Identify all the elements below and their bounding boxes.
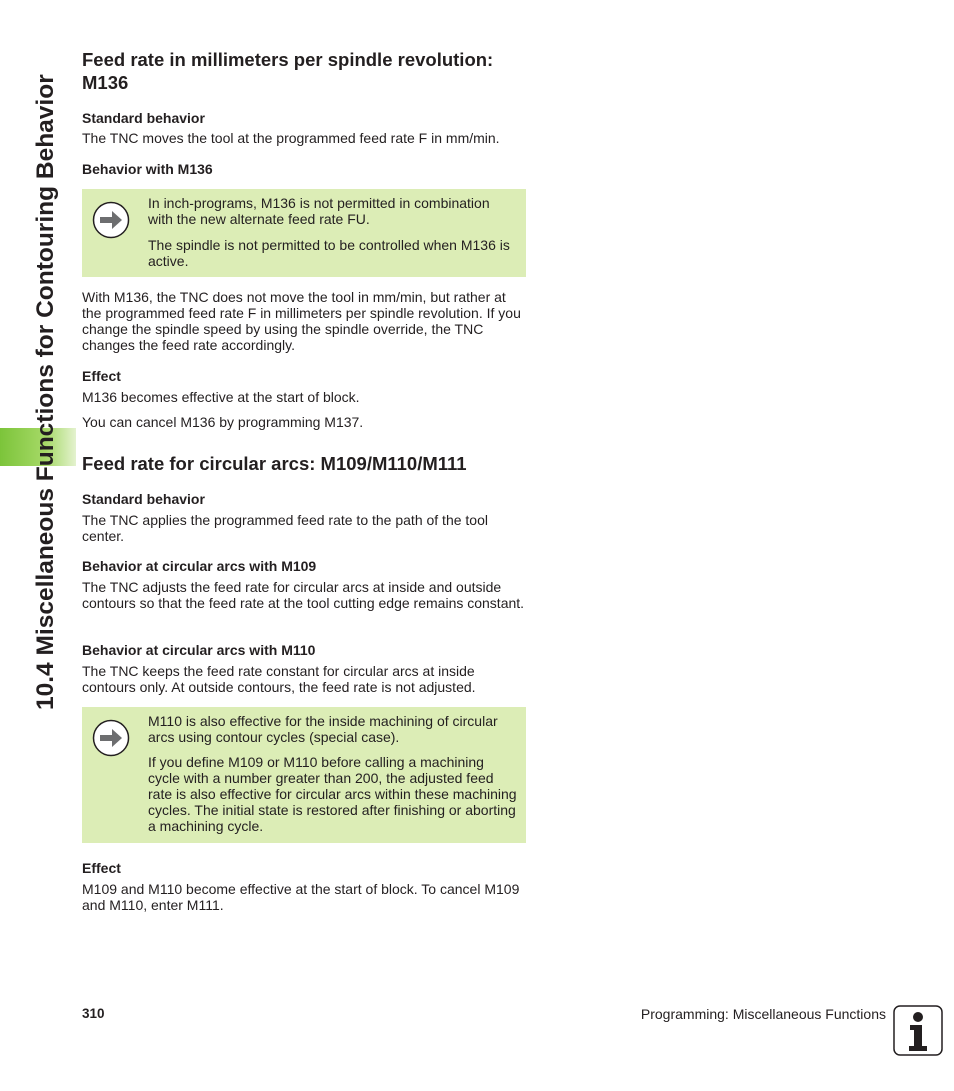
arrow-right-icon — [92, 201, 130, 239]
info-icon — [893, 1005, 943, 1056]
paragraph-m109: The TNC adjusts the feed rate for circular arcs at inside and outside contours so that the feed rate at the tool cutting edge remains constant. — [82, 579, 525, 611]
heading-standard-behavior-2: Standard behavior — [82, 491, 205, 507]
heading-behavior-m136: Behavior with M136 — [82, 161, 213, 177]
heading-standard-behavior: Standard behavior — [82, 110, 205, 126]
paragraph-standard-behavior: The TNC moves the tool at the programmed feed rate F in mm/min. — [82, 130, 500, 146]
paragraph-effect-m136-2: You can cancel M136 by programming M137. — [82, 414, 364, 430]
note-text-2: The spindle is not permitted to be controlled when M136 is active. — [148, 237, 510, 269]
note-box-m110 — [82, 707, 526, 843]
heading-behavior-m109: Behavior at circular arcs with M109 — [82, 558, 317, 574]
chapter-side-title — [26, 50, 66, 710]
note-text-3: M110 is also effective for the inside machining of circular arcs using contour cycles (special case). — [148, 713, 498, 745]
paragraph-standard-behavior-2: The TNC applies the programmed feed rate to the path of the tool center. — [82, 512, 488, 544]
section-title-m109: Feed rate for circular arcs: M109/M110/M111 — [82, 453, 467, 474]
arrow-right-icon — [92, 719, 130, 757]
paragraph-m110: The TNC keeps the feed rate constant for circular arcs at inside contours only. At outside contours, the feed rate is not adjusted. — [82, 663, 476, 695]
page-number: 310 — [82, 1006, 105, 1021]
heading-effect-m136: Effect — [82, 368, 121, 384]
paragraph-effect-m109: M109 and M110 become effective at the start of block. To cancel M109 and M110, enter M111. — [82, 881, 520, 913]
paragraph-effect-m136-1: M136 becomes effective at the start of block. — [82, 389, 360, 405]
section-title-m136: Feed rate in millimeters per spindle revolution: M136 — [82, 49, 494, 93]
note-box-m136 — [82, 189, 526, 277]
note-text-4: If you define M109 or M110 before calling a machining cycle with a number greater than 200, the adjusted feed rate is also effective for circular arcs within these machining cycles. The initial state is restored after finishing or aborting a machining cycle. — [148, 754, 517, 834]
footer-chapter-title: Programming: Miscellaneous Functions — [640, 1006, 886, 1022]
heading-effect-m109: Effect — [82, 860, 121, 876]
heading-behavior-m110: Behavior at circular arcs with M110 — [82, 642, 316, 658]
note-text-1: In inch-programs, M136 is not permitted in combination with the new alternate feed rate FU. — [148, 195, 490, 227]
paragraph-m136-body: With M136, the TNC does not move the tool in mm/min, but rather at the programmed feed rate F in millimeters per spindle revolution. If you change the spindle speed by using the spindle override, the TNC changes the feed rate accordingly. — [82, 289, 521, 353]
chapter-side-title-text: 10.4 Miscellaneous Functions for Contouring Behavior — [32, 74, 59, 710]
